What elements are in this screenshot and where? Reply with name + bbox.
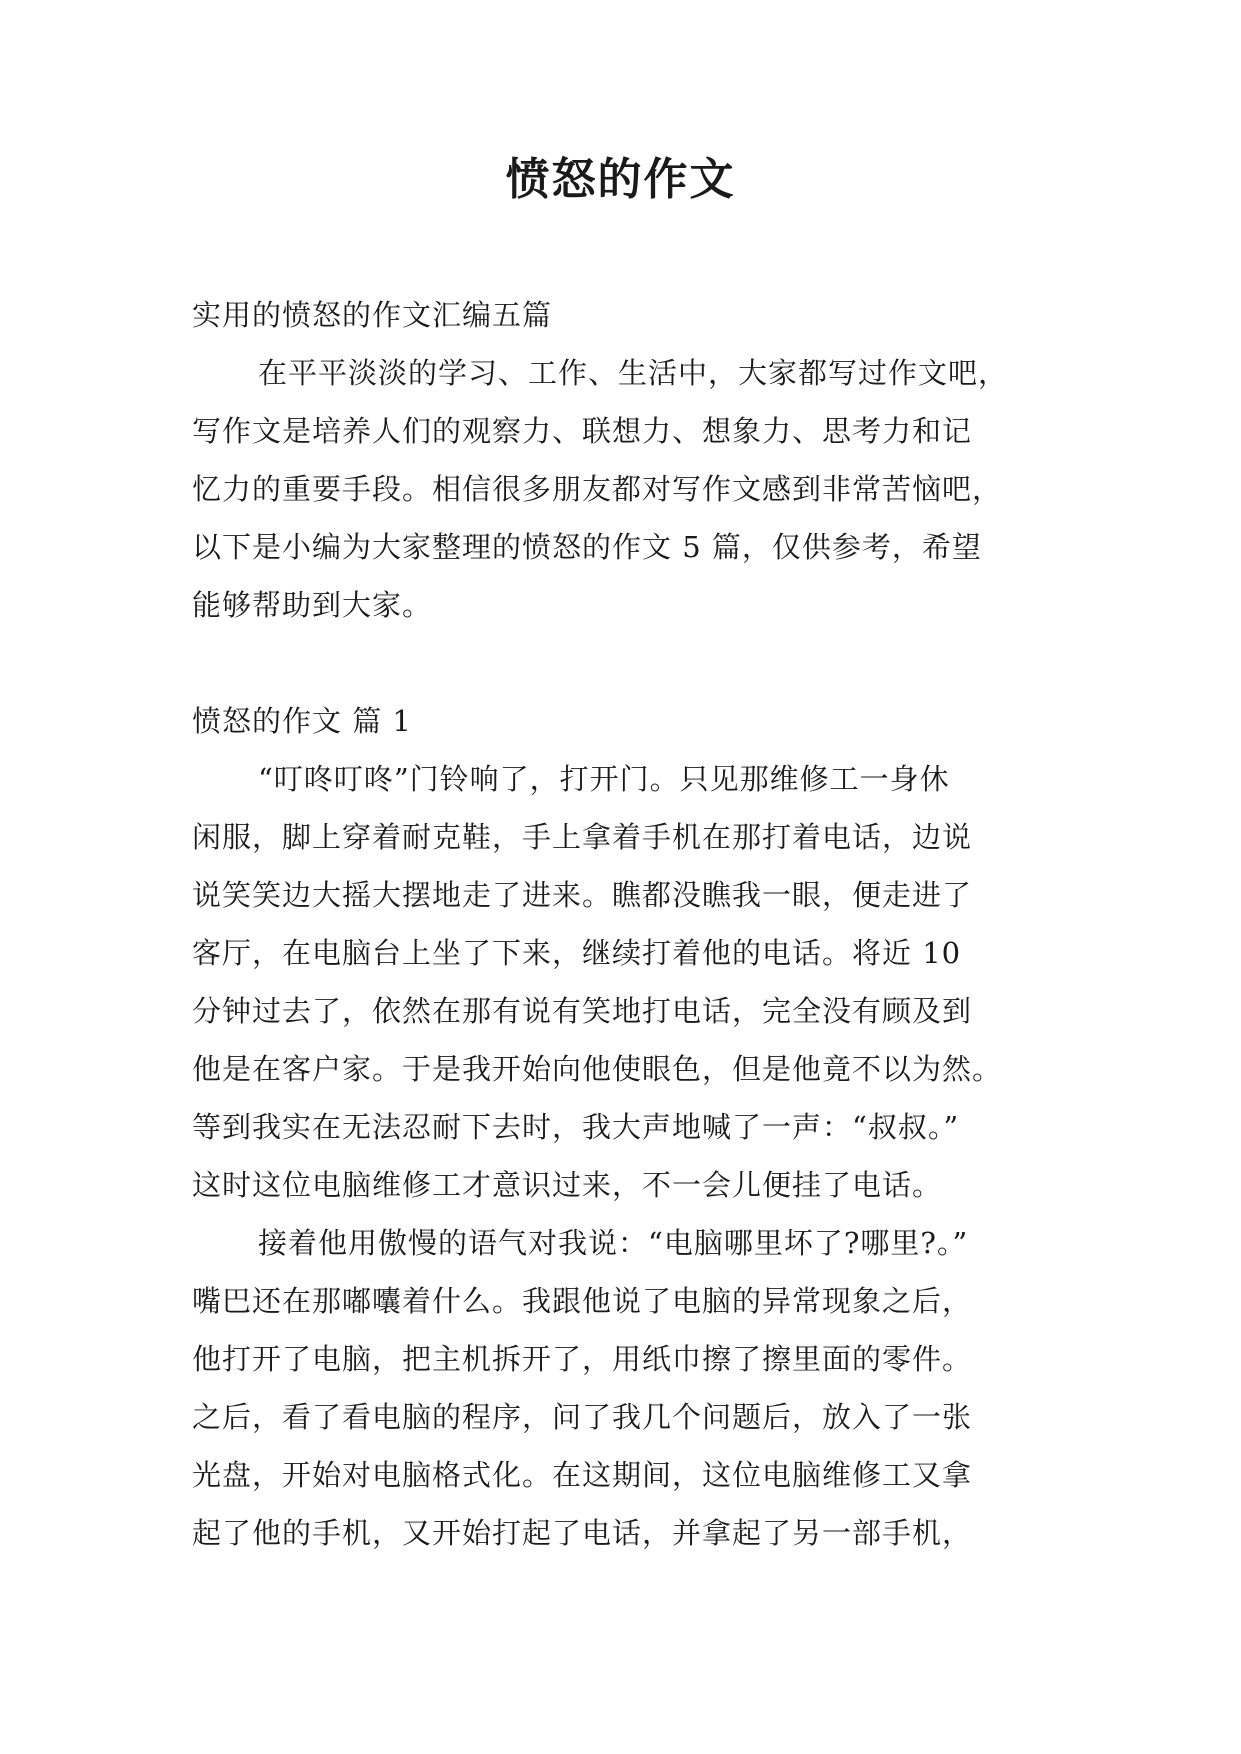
intro-line: 写作文是培养人们的观察力、联想力、想象力、思考力和记 xyxy=(192,414,973,448)
paragraph-line: 闲服，脚上穿着耐克鞋，手上拿着手机在那打着电话，边说 xyxy=(192,820,973,854)
paragraph-line: 他打开了电脑，把主机拆开了，用纸巾擦了擦里面的零件。 xyxy=(192,1342,973,1376)
paragraph-line: 等到我实在无法忍耐下去时，我大声地喊了一声：“叔叔。” xyxy=(192,1110,960,1144)
paragraph-line: 说笑笑边大摇大摆地走了进来。瞧都没瞧我一眼，便走进了 xyxy=(192,878,973,912)
paragraph-line: “叮咚叮咚”门铃响了，打开门。只见那维修工一身休 xyxy=(258,762,950,796)
paragraph-2 xyxy=(192,1214,1052,1562)
section-heading: 愤怒的作文 篇 1 xyxy=(192,704,412,738)
document-title: 愤怒的作文 xyxy=(505,154,736,205)
intro-line: 能够帮助到大家。 xyxy=(192,588,433,622)
paragraph-line: 之后，看了看电脑的程序，问了我几个问题后，放入了一张 xyxy=(192,1400,973,1434)
intro-line: 忆力的重要手段。相信很多朋友都对写作文感到非常苦恼吧， xyxy=(192,472,1003,506)
paragraph-line: 他是在客户家。于是我开始向他使眼色，但是他竟不以为然。 xyxy=(192,1052,1003,1086)
paragraph-line: 分钟过去了，依然在那有说有笑地打电话，完全没有顾及到 xyxy=(192,994,973,1028)
document-body xyxy=(192,286,1052,1562)
paragraph-1 xyxy=(192,750,1052,1214)
paragraph-line: 起了他的手机，又开始打起了电话，并拿起了另一部手机， xyxy=(192,1516,973,1550)
paragraph-line: 这时这位电脑维修工才意识过来，不一会儿便挂了电话。 xyxy=(192,1168,943,1202)
paragraph-line: 接着他用傲慢的语气对我说：“电脑哪里坏了?哪里?。” xyxy=(258,1226,969,1260)
intro-line: 以下是小编为大家整理的愤怒的作文 5 篇，仅供参考，希望 xyxy=(192,530,982,564)
paragraph-line: 客厅，在电脑台上坐了下来，继续打着他的电话。将近 10 xyxy=(192,936,962,970)
intro-line: 在平平淡淡的学习、工作、生活中，大家都写过作文吧， xyxy=(258,356,1009,390)
spacer xyxy=(192,634,1052,692)
paragraph-line: 光盘，开始对电脑格式化。在这期间，这位电脑维修工又拿 xyxy=(192,1458,973,1492)
intro-paragraph xyxy=(192,344,1052,634)
subtitle: 实用的愤怒的作文汇编五篇 xyxy=(192,298,553,332)
paragraph-line: 嘴巴还在那嘟囔着什么。我跟他说了电脑的异常现象之后， xyxy=(192,1284,973,1318)
